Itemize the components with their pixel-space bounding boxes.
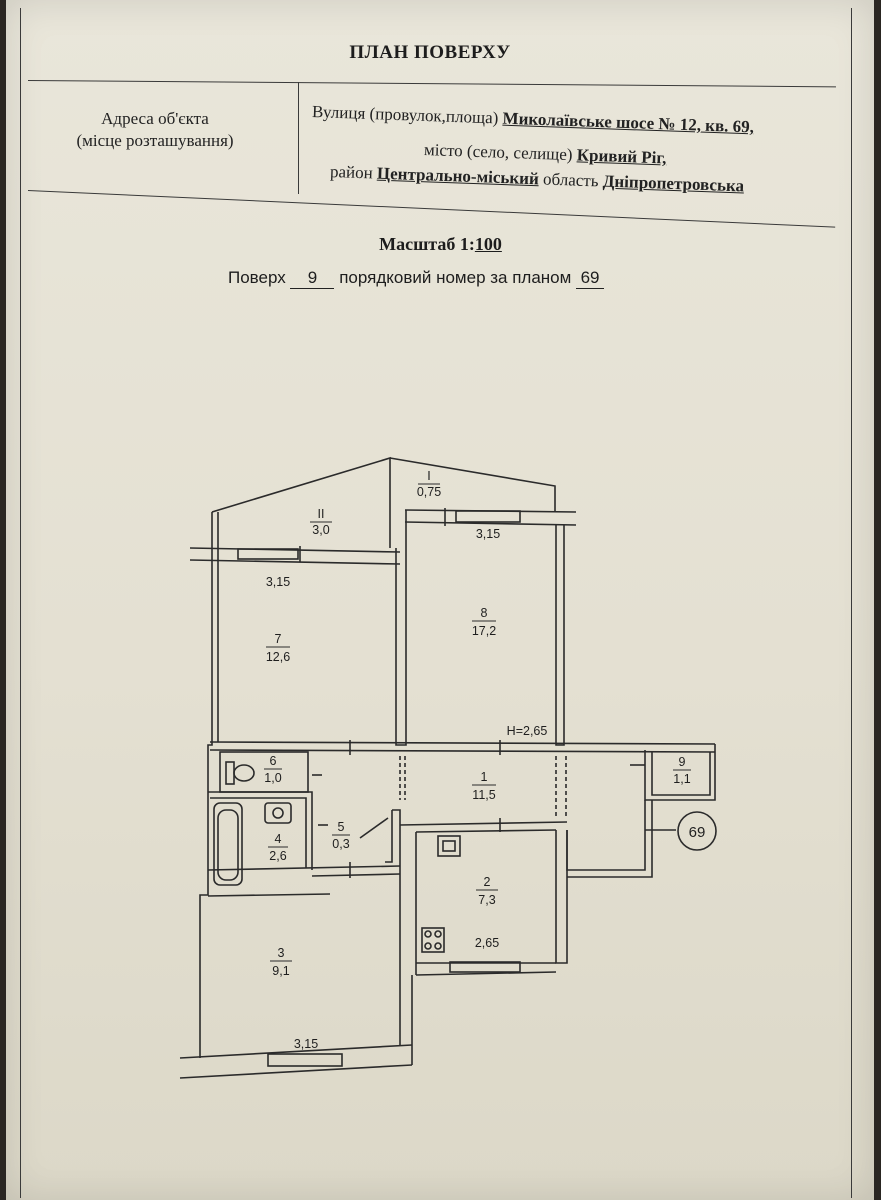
dim-room3-bottom: 3,15 <box>293 1037 319 1051</box>
room-i-area: 0,75 <box>416 485 442 499</box>
room-5-area: 0,3 <box>332 837 350 851</box>
kitchen-sink-inner <box>443 841 455 851</box>
district-prefix: район <box>329 162 374 183</box>
floor-value: 9 <box>290 268 334 289</box>
toilet-tank <box>226 762 234 784</box>
scale-label: Масштаб 1: <box>379 234 475 254</box>
room-2-number: 2 <box>483 875 491 889</box>
room-1-number: 1 <box>480 770 488 784</box>
wall-room7-top-2 <box>190 560 400 564</box>
wall-room8-right <box>556 525 564 745</box>
scale-value: 100 <box>474 234 502 254</box>
wall-kitchen-top-2 <box>416 830 556 832</box>
door-room5 <box>360 818 388 838</box>
region-value: Дніпропетровська <box>602 171 745 196</box>
region-prefix: область <box>542 169 599 191</box>
wall-kitchen-right <box>556 830 567 963</box>
toilet-bowl <box>234 765 254 781</box>
room-2-area: 7,3 <box>478 893 496 907</box>
wall-room5-b <box>385 810 392 862</box>
window-room8 <box>456 511 520 522</box>
room-i-number: I <box>427 469 431 483</box>
wall-corridor-top-1 <box>210 742 715 744</box>
room-4-number: 4 <box>274 832 282 846</box>
room-7-number: 7 <box>274 632 282 646</box>
room-9-area: 1,1 <box>673 772 691 786</box>
wall-kitchen-top <box>400 822 567 825</box>
wall-bath-bottom-2 <box>208 894 330 896</box>
wall-7-8 <box>396 510 406 745</box>
apartment-marker-label: 69 <box>688 824 706 841</box>
wall-right-lower-inner <box>567 800 652 877</box>
kitchen-sink <box>438 836 460 856</box>
stove-burner-4 <box>435 943 441 949</box>
city-value: Кривий Ріг, <box>576 145 667 168</box>
wall-right-lower <box>567 800 645 870</box>
floor-label: Поверх <box>228 268 286 287</box>
wall-room3-bottom-2 <box>180 1065 412 1078</box>
room-3-number: 3 <box>277 946 285 960</box>
dim-room7-top: 3,15 <box>265 575 291 589</box>
wall-bath-bottom-1 <box>208 866 400 870</box>
room-5-number: 5 <box>337 820 345 834</box>
window-room3 <box>268 1054 342 1066</box>
street-value: Миколаївське шосе № 12, кв. 69, <box>502 108 755 137</box>
room-ii-number: II <box>317 507 325 521</box>
room-6-number: 6 <box>269 754 277 768</box>
page-title: ПЛАН ПОВЕРХУ <box>349 42 511 63</box>
stove-burner-1 <box>425 931 431 937</box>
ceiling-height: H=2,65 <box>506 724 548 738</box>
wall-outer-left <box>200 512 212 1058</box>
room-7-area: 12,6 <box>265 650 291 664</box>
bath-sink-bowl <box>273 808 283 818</box>
street-prefix: Вулиця (провулок,площа) <box>311 102 499 128</box>
wall-room5 <box>392 810 400 1045</box>
room-ii-area: 3,0 <box>312 523 330 537</box>
balcony-ii-outline <box>212 458 390 548</box>
dim-room8-top: 3,15 <box>475 527 501 541</box>
dim-room2-bottom: 2,65 <box>474 936 500 950</box>
room-4-area: 2,6 <box>269 849 287 863</box>
address-label-line1: Адреса об'єкта <box>101 109 209 128</box>
room-9-number: 9 <box>678 755 686 769</box>
bath-sink <box>265 803 291 823</box>
address-label-line2: (місце розташування) <box>76 131 234 150</box>
room-8-area: 17,2 <box>471 624 497 638</box>
city-prefix: місто (село, селище) <box>423 140 573 165</box>
balcony-i-outline <box>390 458 555 512</box>
stove-burner-3 <box>425 943 431 949</box>
wall-bath-bottom-3 <box>312 874 400 876</box>
room-6-area: 1,0 <box>264 771 282 785</box>
district-value: Центрально-міський <box>376 163 540 189</box>
number-value: 69 <box>576 268 604 289</box>
room-3-area: 9,1 <box>272 964 290 978</box>
number-label: порядковий номер за планом <box>339 268 572 287</box>
stove-burner-2 <box>435 931 441 937</box>
room-8-number: 8 <box>480 606 488 620</box>
room-1-area: 11,5 <box>472 788 496 802</box>
